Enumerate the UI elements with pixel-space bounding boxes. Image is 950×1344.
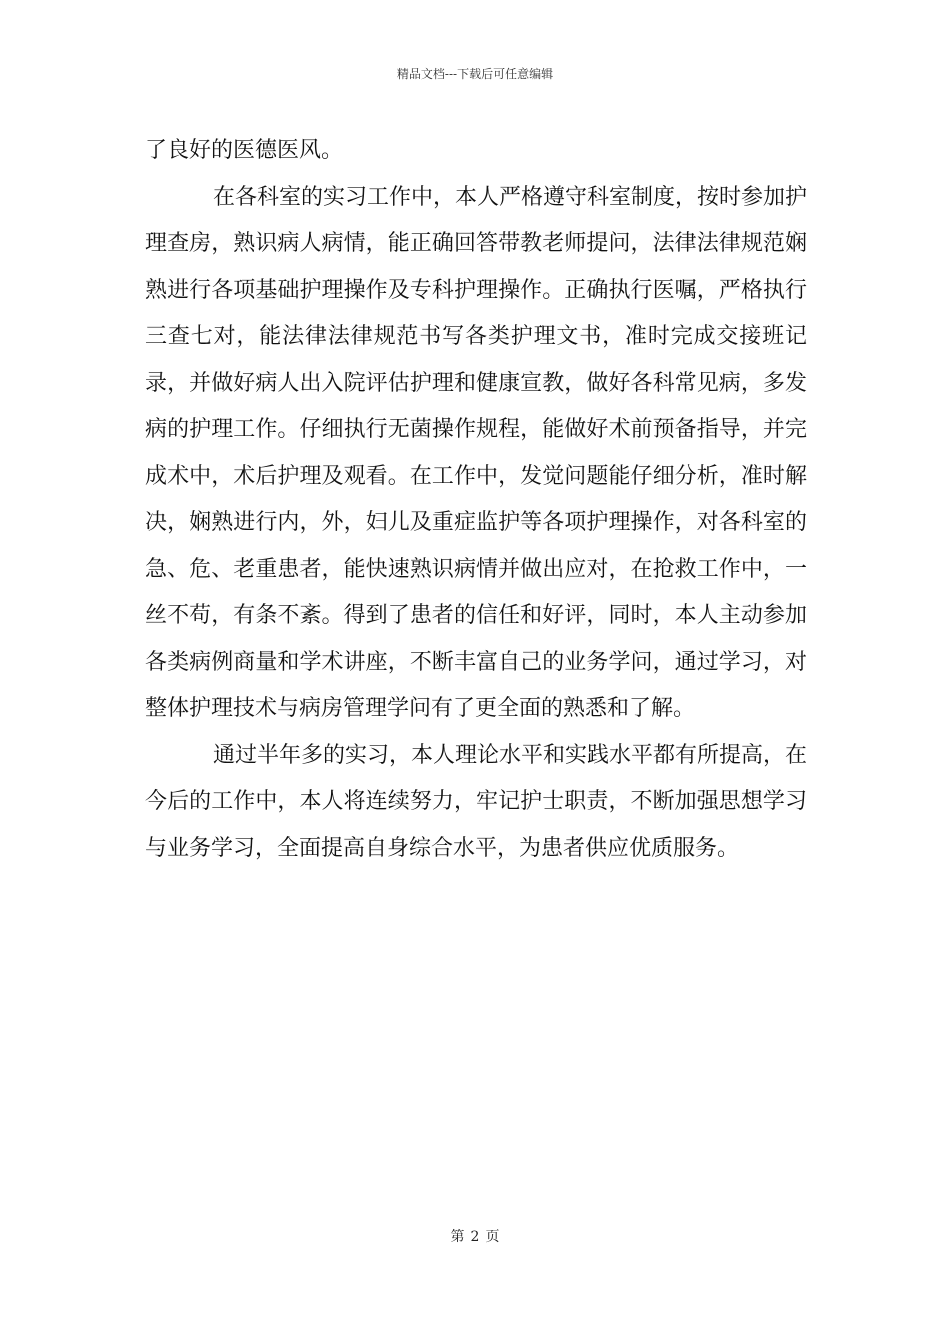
page-number: 2 (470, 1229, 480, 1245)
paragraph-continuation: 了良好的医德医风。 (145, 138, 344, 163)
page-label-prefix: 第 (450, 1229, 465, 1245)
page-header (0, 66, 950, 82)
page-label-suffix: 页 (485, 1229, 500, 1245)
paragraph-conclusion: 通过半年多的实习，本人理论水平和实践水平都有所提高，在今后的工作中，本人将连续努力，牢记护士职责，不断加强思想学习与业务学习，全面提高自身综合水平，为患者供应优质服务。 (145, 742, 808, 861)
document-body (145, 128, 807, 872)
header-text: 精品文档---下载后可任意编辑 (396, 67, 554, 81)
page-footer (0, 1228, 950, 1246)
paragraph-internship-work: 在各科室的实习工作中，本人严格遵守科室制度，按时参加护理查房，熟识病人病情，能正确回答带教老师提问，法律法律规范娴熟进行各项基础护理操作及专科护理操作。正确执行医嘱，严格执行三查七对，能法律法律规范书写各类护理文书，准时完成交接班记录，并做好病人出入院评估护理和健康宣教，做好各科常见病，多发病的护理工作。仔细执行无菌操作规程，能做好术前预备指导，并完成术中，术后护理及观看。在工作中，发觉问题能仔细分析，准时解决，娴熟进行内，外，妇儿及重症监护等各项护理操作，对各科室的急、危、老重患者，能快速熟识病情并做出应对，在抢救工作中，一丝不苟，有条不紊。得到了患者的信任和好评，同时，本人主动参加各类病例商量和学术讲座，不断丰富自己的业务学问，通过学习，对整体护理技术与病房管理学问有了更全面的熟悉和了解。 (145, 184, 808, 721)
